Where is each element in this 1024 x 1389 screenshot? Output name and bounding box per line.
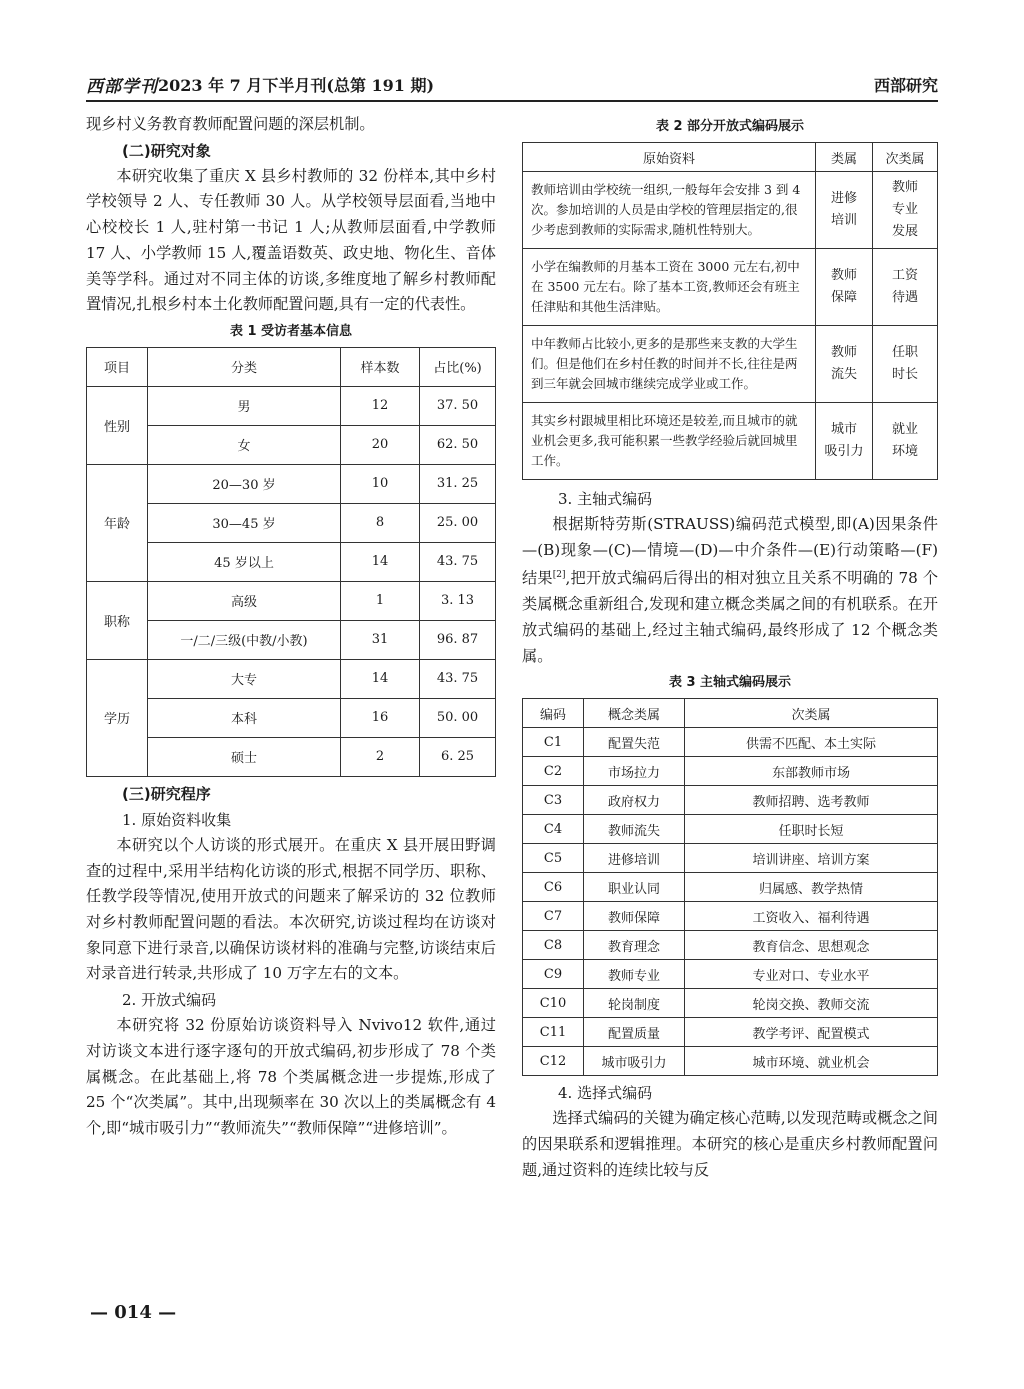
table-cell: C10	[523, 989, 584, 1018]
table-cell: 教师培训由学校统一组织,一般每年会安排 3 到 4 次。参加培训的人员是由学校的管理层指定的,很少考虑到教师的实际需求,随机性特别大。	[523, 172, 816, 249]
table-interviewee-info	[86, 347, 496, 777]
page-number: — 014 —	[90, 1302, 177, 1323]
subsection-heading: 4. 选择式编码	[558, 1084, 653, 1103]
table-row	[523, 249, 938, 326]
table-cell: C6	[523, 873, 584, 902]
table-row	[87, 386, 496, 425]
table-cell: 25. 00	[420, 503, 496, 542]
paragraph-text: ,把开放式编码后得出的相对独立且关系不明确的 78 个类属概念重新组合,发现和建立概念类属之间的有机联系。在开放式编码的基础上,经过主轴式编码,最终形成了 12 个概念类属。	[522, 569, 939, 665]
table-row	[523, 902, 938, 931]
table-cell: 本科	[148, 698, 341, 737]
table-row	[523, 873, 938, 902]
table-row	[523, 1018, 938, 1047]
table-row	[523, 844, 938, 873]
table-row	[523, 786, 938, 815]
table-cell: 31. 25	[420, 464, 496, 503]
table-cell: C7	[523, 902, 584, 931]
table-caption: 表 2 部分开放式编码展示	[655, 119, 805, 134]
table-cell: 职业认同	[584, 873, 685, 902]
table-cell: 培训讲座、培训方案	[685, 844, 938, 873]
table-cell: 12	[341, 386, 420, 425]
table-row	[87, 542, 496, 581]
table-cell: 教育理念	[584, 931, 685, 960]
section-heading: (二)研究对象	[122, 141, 211, 160]
table-row	[87, 464, 496, 503]
table-cell: 教师招聘、选考教师	[685, 786, 938, 815]
table-row	[523, 1047, 938, 1076]
table-cell: 62. 50	[420, 425, 496, 464]
table-cell: 96. 87	[420, 620, 496, 659]
table-cell: 任职 时长	[873, 326, 938, 403]
subsection-heading: 2. 开放式编码	[122, 991, 217, 1010]
table-cell: 37. 50	[420, 386, 496, 425]
paragraph-text: 根据斯特劳斯(STRAUSS)编码范式模型,即(A)因果条件—(B)现象—(C)—情境—(D)—中介条件—(E)行动策略—(F)结果	[522, 515, 938, 588]
table-row	[523, 172, 938, 249]
table-cell: 教师 专业 发展	[873, 172, 938, 249]
paragraph: 现乡村义务教育教师配置问题的深层机制。	[86, 115, 375, 133]
paragraph: 本研究以个人访谈的形式展开。在重庆 X 县开展田野调查的过程中,采用半结构化访谈的形式,根据不同学历、职称、任教学段等情况,使用开放式的问题来了解采访的 32 位教师对乡村教师配置问题的看法。本次研究,访谈过程均在访谈对象同意下进行录音,以确保访谈材料的准确与完整,访谈结束后对录音进行转录,共形成了 10 万字左右的文本。	[86, 835, 496, 983]
table-cell: C3	[523, 786, 584, 815]
table-cell: 轮岗制度	[584, 989, 685, 1018]
table-cell: 45 岁以上	[148, 542, 341, 581]
table-cell: 2	[341, 737, 420, 776]
table-cell: 教育信念、思想观念	[685, 931, 938, 960]
table-header-cell: 占比(%)	[420, 347, 496, 386]
paragraph: 选择式编码的关键为确定核心范畴,以发现范畴或概念之间的因果联系和逻辑推理。本研究的核心是重庆乡村教师配置问题,通过资料的连续比较与反	[522, 1109, 938, 1179]
table-cell: 政府权力	[584, 786, 685, 815]
table-header-row	[87, 347, 496, 386]
table-axial-coding	[522, 698, 938, 1076]
table-cell: 43. 75	[420, 542, 496, 581]
table-cell: 教师保障	[584, 902, 685, 931]
left-column	[86, 112, 496, 1142]
table-cell: 14	[341, 542, 420, 581]
table-cell: 配置质量	[584, 1018, 685, 1047]
table-cell: 10	[341, 464, 420, 503]
table-cell: 8	[341, 503, 420, 542]
table-row	[87, 503, 496, 542]
table-cell: 1	[341, 581, 420, 620]
right-column	[522, 112, 938, 1183]
table-cell: 城市吸引力	[584, 1047, 685, 1076]
journal-issue: 2023 年 7 月下半月刊(总第 191 期)	[158, 76, 435, 95]
table-row	[523, 815, 938, 844]
table-cell: 20	[341, 425, 420, 464]
table-cell: 43. 75	[420, 659, 496, 698]
table-cell: 小学在编教师的月基本工资在 3000 元左右,初中在 3500 元左右。除了基本工资,教师还会有班主任津贴和其他生活津贴。	[523, 249, 816, 326]
table-cell: 女	[148, 425, 341, 464]
table-row	[523, 728, 938, 757]
table-cell: 供需不匹配、本土实际	[685, 728, 938, 757]
table-cell: 一/二/三级(中教/小教)	[148, 620, 341, 659]
table-cell: 东部教师市场	[685, 757, 938, 786]
table-cell: C9	[523, 960, 584, 989]
table-cell: 年龄	[87, 464, 148, 581]
table-cell: 16	[341, 698, 420, 737]
table-row	[87, 581, 496, 620]
table-row	[87, 698, 496, 737]
table-cell: 归属感、教学热情	[685, 873, 938, 902]
table-header-cell: 原始资料	[523, 143, 816, 172]
table-cell: 工资收入、福利待遇	[685, 902, 938, 931]
table-cell: 14	[341, 659, 420, 698]
table-open-coding	[522, 142, 938, 480]
table-row	[87, 737, 496, 776]
table-cell: 配置失范	[584, 728, 685, 757]
table-cell: 教师专业	[584, 960, 685, 989]
table-cell: 50. 00	[420, 698, 496, 737]
table-cell: 专业对口、专业水平	[685, 960, 938, 989]
table-header-cell: 次类属	[685, 699, 938, 728]
table-cell: 职称	[87, 581, 148, 659]
table-row	[87, 659, 496, 698]
table-cell: 就业 环境	[873, 403, 938, 480]
table-cell: 20—30 岁	[148, 464, 341, 503]
paragraph: 本研究收集了重庆 X 县乡村教师的 32 份样本,其中乡村学校领导 2 人、专任教师 30 人。从学校领导层面看,当地中心校校长 1 人,驻村第一书记 1 人;从教师层面看,中学教师 17 人、小学教师 15 人,覆盖语数英、政史地、物化生、音体美等学科。通过对不同主体的访谈,多维度地了解乡村教师配置情况,扎根乡村本土化教师配置问题,具有一定的代表性。	[86, 166, 496, 314]
table-cell: 高级	[148, 581, 341, 620]
table-cell: 城市环境、就业机会	[685, 1047, 938, 1076]
table-row	[87, 620, 496, 659]
table-cell: C11	[523, 1018, 584, 1047]
table-row	[87, 425, 496, 464]
table-cell: 轮岗交换、教师交流	[685, 989, 938, 1018]
table-cell: 中年教师占比较小,更多的是那些来支教的大学生们。但是他们在乡村任教的时间并不长,往往是两到三年就会回城市继续完成学业或工作。	[523, 326, 816, 403]
table-row	[523, 757, 938, 786]
citation-ref: [2]	[552, 570, 566, 581]
table-cell: 3. 13	[420, 581, 496, 620]
paragraph-axial	[522, 512, 938, 669]
table-row	[523, 326, 938, 403]
table-header-cell: 类属	[816, 143, 873, 172]
table-cell: 其实乡村跟城里相比环境还是较差,而且城市的就业机会更多,我可能积累一些教学经验后就回城里工作。	[523, 403, 816, 480]
table-cell: 30—45 岁	[148, 503, 341, 542]
table-header-cell: 分类	[148, 347, 341, 386]
table-cell: C2	[523, 757, 584, 786]
table-header-cell: 次类属	[873, 143, 938, 172]
table-header-row	[523, 699, 938, 728]
table-cell: 任职时长短	[685, 815, 938, 844]
table-cell: C1	[523, 728, 584, 757]
table-cell: 进修培训	[584, 844, 685, 873]
table-cell: 大专	[148, 659, 341, 698]
table-cell: 6. 25	[420, 737, 496, 776]
table-cell: C4	[523, 815, 584, 844]
table-cell: 31	[341, 620, 420, 659]
journal-logo: 西部学刊	[86, 77, 158, 97]
table-cell: 教学考评、配置模式	[685, 1018, 938, 1047]
table-cell: 男	[148, 386, 341, 425]
table-cell: 硕士	[148, 737, 341, 776]
subsection-heading: 3. 主轴式编码	[558, 490, 653, 508]
table-row	[523, 989, 938, 1018]
table-header-cell: 样本数	[341, 347, 420, 386]
table-caption: 表 3 主轴式编码展示	[668, 675, 792, 691]
section-heading: (三)研究程序	[122, 784, 211, 803]
table-row	[523, 403, 938, 480]
table-cell: 学历	[87, 659, 148, 776]
table-row	[523, 931, 938, 960]
table-cell: 工资 待遇	[873, 249, 938, 326]
table-cell: 教师 流失	[816, 326, 873, 403]
table-cell: 进修 培训	[816, 172, 873, 249]
table-cell: 教师流失	[584, 815, 685, 844]
table-cell: 教师 保障	[816, 249, 873, 326]
table-cell: C8	[523, 931, 584, 960]
table-cell: 性别	[87, 386, 148, 464]
table-cell: C12	[523, 1047, 584, 1076]
paragraph: 本研究将 32 份原始访谈资料导入 Nvivo12 软件,通过对访谈文本进行逐字逐句的开放式编码,初步形成了 78 个类属概念。在此基础上,将 78 个类属概念进一步提炼,形成了 25 个“次类属”。其中,出现频率在 30 次以上的类属概念有 4 个,即“城市吸引力”“教师流失”“教师保障”“进修培训”。	[86, 1016, 496, 1137]
table-cell: 城市 吸引力	[816, 403, 873, 480]
running-header	[86, 70, 938, 102]
table-header-row	[523, 143, 938, 172]
section-name: 西部研究	[873, 76, 938, 95]
table-cell: 市场拉力	[584, 757, 685, 786]
table-cell: C5	[523, 844, 584, 873]
table-caption: 表 1 受访者基本信息	[229, 323, 353, 339]
table-header-cell: 项目	[87, 347, 148, 386]
table-row	[523, 960, 938, 989]
subsection-heading: 1. 原始资料收集	[122, 810, 232, 829]
table-header-cell: 概念类属	[584, 699, 685, 728]
table-header-cell: 编码	[523, 699, 584, 728]
